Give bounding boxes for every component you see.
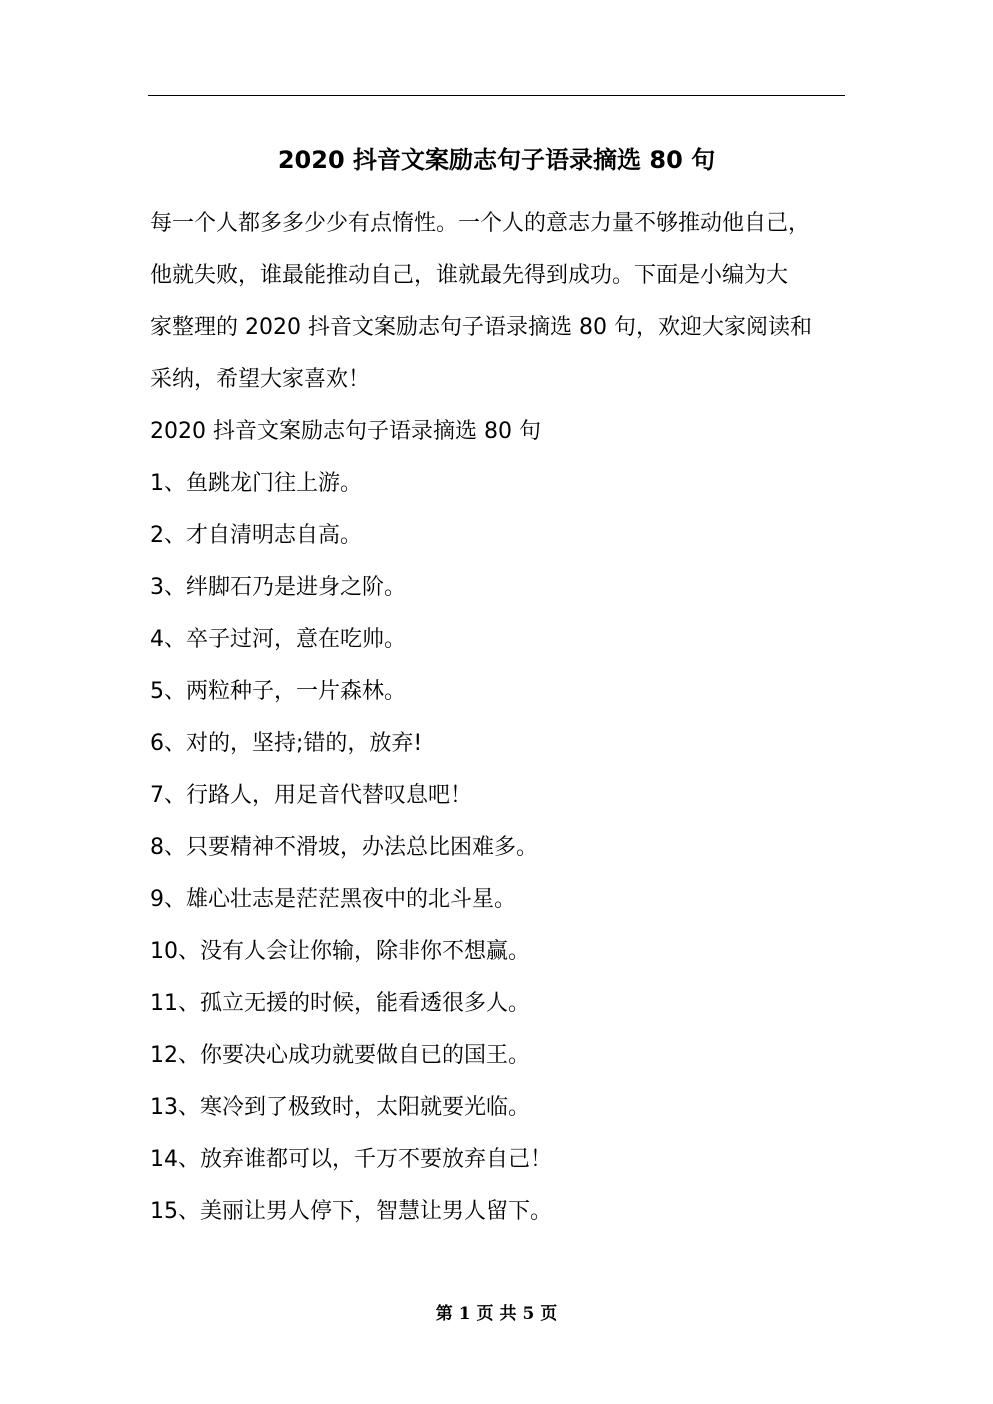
intro-paragraph xyxy=(150,198,850,406)
quote-item: 2、才自清明志自高。 xyxy=(150,523,362,548)
quote-item: 8、只要精神不滑坡，办法总比困难多。 xyxy=(150,835,538,860)
quote-item: 3、绊脚石乃是进身之阶。 xyxy=(150,575,406,600)
quote-item: 14、放弃谁都可以，千万不要放弃自己！ xyxy=(150,1147,552,1172)
page-prefix: 第 xyxy=(435,1304,453,1324)
quote-item: 6、对的，坚持;错的，放弃! xyxy=(150,731,423,756)
intro-line: 家整理的 2020 抖音文案励志句子语录摘选 80 句，欢迎大家阅读和 xyxy=(150,315,812,340)
quote-list xyxy=(150,458,552,1238)
quote-item: 10、没有人会让你输，除非你不想赢。 xyxy=(150,939,530,964)
intro-line: 每一个人都多多少少有点惰性。一个人的意志力量不够推动他自己， xyxy=(150,211,811,236)
page-suffix: 页 xyxy=(540,1304,558,1324)
quote-item: 5、两粒种子，一片森林。 xyxy=(150,679,406,704)
quote-item: 12、你要决心成功就要做自已的国王。 xyxy=(150,1043,530,1068)
page-footer xyxy=(0,1300,993,1328)
quote-item: 7、行路人，用足音代替叹息吧！ xyxy=(150,783,472,808)
intro-line: 采纳，希望大家喜欢！ xyxy=(150,367,371,392)
intro-line: 他就失败，谁最能推动自己，谁就最先得到成功。下面是小编为大 xyxy=(150,263,789,288)
header-rule xyxy=(148,95,845,96)
quote-item: 15、美丽让男人停下，智慧让男人留下。 xyxy=(150,1199,552,1224)
document-title: 2020 抖音文案励志句子语录摘选 80 句 xyxy=(277,146,716,175)
page-middle-text: 页 共 xyxy=(476,1304,517,1324)
quote-item: 4、卒子过河，意在吃帅。 xyxy=(150,627,406,652)
quote-item: 11、孤立无援的时候，能看透很多人。 xyxy=(150,991,530,1016)
section-subtitle: 2020 抖音文案励志句子语录摘选 80 句 xyxy=(150,419,541,444)
quote-item: 1、鱼跳龙门往上游。 xyxy=(150,471,362,496)
quote-item: 13、寒冷到了极致时，太阳就要光临。 xyxy=(150,1095,530,1120)
quote-item: 9、雄心壮志是茫茫黑夜中的北斗星。 xyxy=(150,887,516,912)
total-pages-number: 5 xyxy=(522,1304,535,1324)
current-page-number: 1 xyxy=(458,1304,471,1324)
